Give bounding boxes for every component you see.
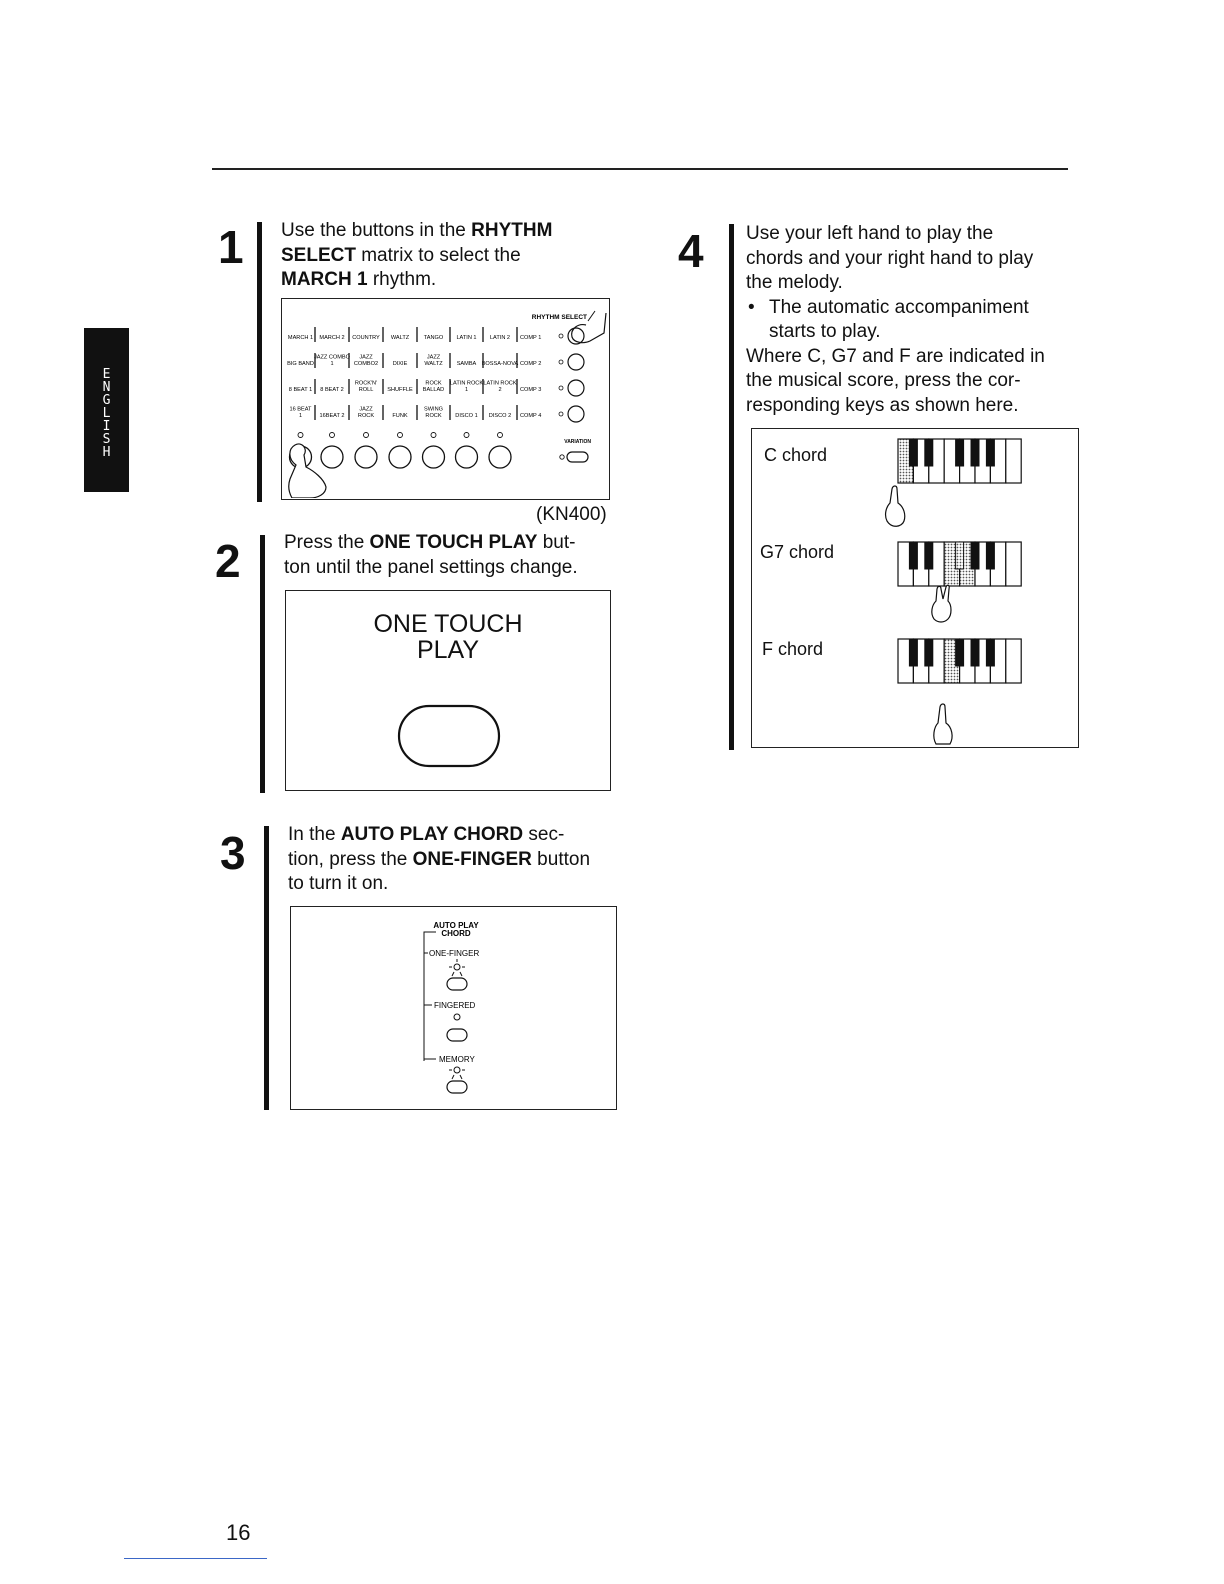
g7-chord-keyboard [898, 542, 1021, 586]
step-3-text [288, 823, 590, 897]
s4-bullet [746, 296, 1045, 345]
black-key [971, 439, 979, 466]
comp-lamp-icon [559, 386, 563, 390]
rhythm-cell-label: BIG BAND [287, 361, 314, 367]
right-hand-finger-icon [934, 704, 952, 744]
footer-rule [124, 1558, 267, 1559]
one-touch-play-button[interactable] [399, 706, 499, 766]
s4-l5: the musical score, press the cor- [746, 370, 1021, 391]
otp-line1: ONE TOUCH [373, 610, 523, 638]
rhythm-grid [287, 327, 584, 422]
step-4-number: 4 [678, 225, 704, 277]
rhythm-cell-label: DISCO 2 [488, 413, 512, 419]
rhythm-lamp-icon [498, 433, 503, 438]
rhythm-cell-label: LATIN ROCK [449, 380, 484, 387]
black-key [925, 542, 933, 569]
black-key [909, 439, 917, 466]
comp-lamp-icon [559, 412, 563, 416]
one-finger-button[interactable] [447, 978, 467, 990]
black-key [986, 542, 994, 569]
memory-lamp-icon [449, 1067, 465, 1079]
rhythm-cell-label: TANGO [423, 335, 444, 341]
rhythm-cell-label: DISCO 1 [455, 413, 478, 419]
rhythm-cell-label: SHUFFLE [387, 387, 413, 393]
variation-button[interactable] [567, 452, 588, 462]
f-chord-label: F chord [762, 639, 824, 659]
rhythm-cell-label: LATIN 1 [456, 335, 477, 341]
s1-l3a: MARCH 1 [281, 269, 368, 290]
s4-l6: responding keys as shown here. [746, 394, 1019, 416]
rhythm-lamp-icon [464, 433, 469, 438]
rhythm-cell-label: JAZZ [359, 406, 373, 413]
rhythm-cell-label: ROCK [425, 380, 442, 387]
c-chord-label: C chord [764, 445, 828, 465]
auto-play-chord-panel [290, 906, 617, 1110]
s4-b2: starts to play. [769, 321, 881, 342]
memory-button[interactable] [447, 1081, 467, 1093]
comp-label: COMP 4 [520, 413, 542, 419]
comp-button[interactable] [568, 406, 584, 422]
step-1-bar [257, 222, 262, 502]
rhythm-cell-label: LATIN 2 [489, 335, 511, 341]
rhythm-select-title: RHYTHM SELECT [531, 314, 587, 321]
s3-l1c: sec- [523, 824, 565, 845]
g7-chord-label: G7 chord [760, 542, 835, 562]
comp-label: COMP 1 [520, 335, 542, 341]
step-2-bar [260, 535, 265, 793]
rhythm-cell-label: FUNK [392, 413, 408, 419]
black-key [986, 639, 994, 666]
rhythm-lamp-icon [431, 433, 436, 438]
step-3-number: 3 [220, 827, 246, 879]
s3-l2c: button [531, 848, 591, 870]
step-2-number: 2 [215, 535, 241, 587]
white-key [1006, 639, 1021, 683]
rhythm-lamp-icon [398, 433, 403, 438]
black-key [956, 439, 964, 466]
bullet-dot-icon: • [748, 296, 755, 318]
one-finger-label: ONE-FINGER [429, 949, 480, 958]
rhythm-button[interactable] [355, 446, 377, 468]
s3-l1a: In the [288, 824, 341, 845]
rhythm-lamp-icon [298, 433, 303, 438]
white-key [1006, 439, 1021, 483]
s4-l3: the melody. [746, 272, 843, 293]
rhythm-cell-label: MARCH 2 [319, 335, 345, 341]
s2-l2: ton until the panel settings change. [284, 556, 578, 578]
black-key [971, 542, 979, 569]
fingered-button[interactable] [447, 1029, 467, 1041]
black-key [909, 542, 917, 569]
fingered-lamp-icon [454, 1014, 460, 1020]
black-key [925, 639, 933, 666]
comp-label: COMP 3 [520, 387, 542, 393]
rhythm-select-panel [281, 298, 610, 500]
comp-lamp-icon [559, 360, 563, 364]
step-1-text [281, 219, 552, 293]
rhythm-cell-label: SWING [424, 406, 443, 413]
s4-l1: Use your left hand to play the [746, 223, 994, 244]
rhythm-button[interactable] [423, 446, 445, 468]
black-key [956, 639, 964, 666]
comp-label: COMP 2 [520, 361, 542, 367]
rhythm-cell-label: LATIN ROCK [483, 380, 517, 387]
white-key [1006, 542, 1021, 586]
s3-l3: to turn it on. [288, 873, 389, 894]
rhythm-button[interactable] [389, 446, 411, 468]
auto-play-title-2: CHORD [441, 929, 471, 938]
rhythm-cell-label: ROCK [425, 413, 442, 419]
rhythm-cell-label: ROCK'N' [354, 380, 378, 387]
rhythm-title-tick [588, 311, 595, 321]
black-key [956, 542, 964, 569]
step-3-bar [264, 826, 269, 1110]
rhythm-cell-label: WALTZ [424, 361, 443, 367]
top-rule [212, 168, 1068, 170]
rhythm-lamp-icon [364, 433, 369, 438]
s2-l1c: but- [537, 532, 576, 553]
s1-l3b: rhythm. [367, 269, 437, 290]
one-finger-lamp-icon [449, 959, 465, 976]
left-hand-finger-icon [886, 486, 905, 526]
chord-diagram-panel [751, 428, 1079, 748]
black-key [909, 639, 917, 666]
rhythm-lamp-icon [330, 433, 335, 438]
rhythm-cell-label: BOSSA-NOVA [481, 361, 519, 367]
variation-label: VARIATION [564, 439, 591, 445]
rhythm-cell-label: 16 BEAT [289, 406, 312, 413]
s1-l2b: matrix to select the [355, 244, 521, 266]
rhythm-cell-label: WALTZ [390, 335, 410, 341]
s4-l4: Where C, G7 and F are indicated in [746, 345, 1045, 367]
rhythm-cell-label: ROCK [357, 413, 375, 419]
s3-l1b: AUTO PLAY CHORD [340, 824, 524, 845]
rhythm-button[interactable] [489, 446, 511, 468]
rhythm-cell-label: 2 [498, 387, 502, 393]
rhythm-cell-label: COUNTRY [352, 335, 380, 341]
rhythm-cell-label: BALLAD [422, 387, 445, 393]
language-tab [84, 328, 129, 492]
step-2-text [284, 531, 578, 580]
rhythm-cell-label: 8 BEAT 2 [320, 387, 344, 393]
rhythm-cell-label: 1 [298, 413, 303, 419]
rhythm-cell-label: ROLL [358, 387, 374, 393]
otp-line2: PLAY [416, 636, 480, 664]
s1-l1b: RHYTHM [471, 220, 553, 241]
s1-l1a: Use the buttons in the [281, 220, 472, 241]
rhythm-cell-label: 1 [464, 387, 469, 393]
rhythm-cell-label: 8 BEAT 1 [288, 387, 313, 393]
s3-l2b: ONE-FINGER [412, 848, 532, 870]
rhythm-cell-label: SAMBA [456, 361, 477, 367]
one-touch-play-panel [285, 590, 611, 791]
rhythm-cell-label: JAZZ [426, 354, 441, 361]
auto-play-title-1: AUTO PLAY [433, 921, 479, 930]
s2-l1a: Press the [284, 532, 370, 553]
s1-l2a: SELECT [281, 244, 356, 266]
black-key [986, 439, 994, 466]
rhythm-button[interactable] [456, 446, 478, 468]
page-number: 16 [226, 1520, 251, 1545]
s3-l2a: tion, press the [288, 848, 413, 870]
s2-l1b: ONE TOUCH PLAY [369, 532, 538, 553]
memory-label: MEMORY [439, 1055, 475, 1064]
f-chord-keyboard [898, 639, 1021, 683]
model-caption: (KN400) [536, 504, 607, 525]
rhythm-cell-label: 16BEAT 2 [319, 413, 345, 419]
step-4-bar [729, 224, 734, 750]
rhythm-buttons [290, 433, 589, 469]
comp-button[interactable] [568, 380, 584, 396]
rhythm-cell-label: JAZZ COMBO [313, 354, 351, 361]
c-chord-keyboard [898, 439, 1021, 483]
step-4-text [746, 222, 1045, 418]
rhythm-cell-label: JAZZ [359, 354, 373, 361]
language-tab-label: E N G L I S H [102, 367, 111, 460]
comp-button[interactable] [568, 354, 584, 370]
two-finger-hand-icon [932, 585, 951, 622]
rhythm-cell-label: COMBO2 [353, 361, 379, 367]
rhythm-cell-label: DIXIE [392, 361, 408, 367]
s4-l2: chords and your right hand to play [746, 247, 1034, 269]
comp-lamp-icon [559, 334, 563, 338]
variation-lamp-icon [560, 455, 564, 459]
step-1-number: 1 [218, 221, 244, 273]
black-key [971, 639, 979, 666]
s4-b1: The automatic accompaniment [769, 296, 1029, 318]
rhythm-cell-label: 1 [330, 361, 334, 367]
black-key [925, 439, 933, 466]
rhythm-cell-label: MARCH 1 [287, 335, 314, 341]
fingered-label: FINGERED [434, 1001, 476, 1010]
rhythm-button[interactable] [321, 446, 343, 468]
